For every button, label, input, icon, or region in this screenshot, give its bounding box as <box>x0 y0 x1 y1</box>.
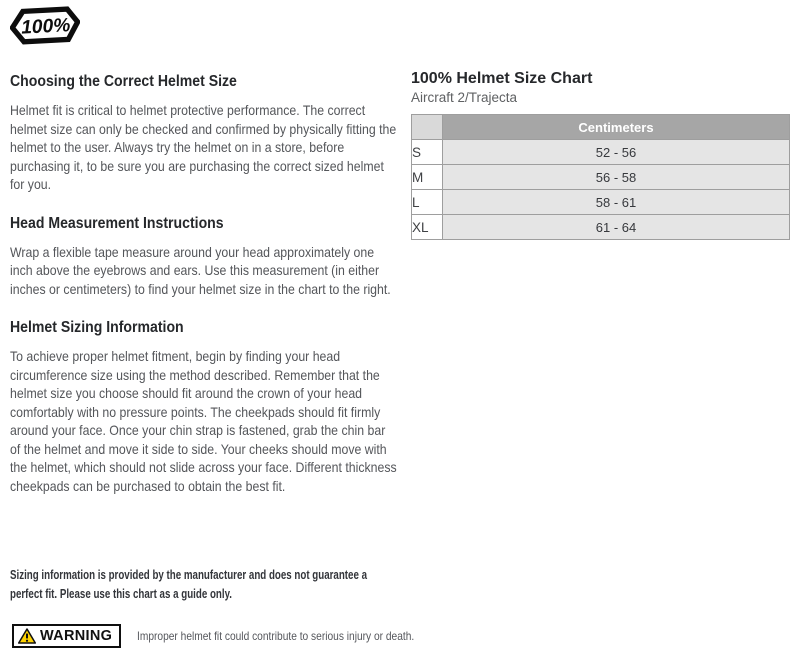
centimeters-cell: 52 - 56 <box>443 140 790 165</box>
warning-label: WARNING <box>40 628 113 644</box>
section-body: Helmet fit is critical to helmet protective performance. The correct helmet size can only be checked and confirmed by physically fitting the helmet to the user. Always try the helmet on in a store, before purchasing it, to be sure you are purchasing the correct sized helmet for you. <box>10 102 397 192</box>
size-chart-column <box>411 69 790 240</box>
size-cell: M <box>412 165 443 190</box>
warning-text: Improper helmet fit could contribute to serious injury or death. <box>137 629 415 643</box>
centimeters-cell: 56 - 58 <box>443 165 790 190</box>
section-heading: Choosing the Correct Helmet Size <box>10 73 237 90</box>
section-body: To achieve proper helmet fitment, begin by finding your head circumference size using the method described. Remember that the helmet size you choose should fit around the crown of your head comfortably with no pressure points. The cheekpads should fit firmly around your face. Once your chin strap is fastened, grab the chin bar of the helmet and move it side to side. Your cheeks should move with the helmet, which should not slide across your face. Different thickness cheekpads can be purchased to obtain the best fit. <box>10 348 397 494</box>
disclaimer-text: Sizing information is provided by the manufacturer and does not guarantee a perfect fit. Please use this chart as a guide only. <box>10 568 368 601</box>
logo-text: 100% <box>20 15 71 39</box>
section-sizing-information <box>10 318 397 495</box>
section-body: Wrap a flexible tape measure around your head approximately one inch above the eyebrows and ears. Use this measurement (in either inches or centimeters) to find your helmet size in the chart to the right. <box>10 243 391 297</box>
size-column-header <box>412 115 443 140</box>
size-cell: XL <box>412 215 443 240</box>
section-heading: Head Measurement Instructions <box>10 214 224 232</box>
size-chart-subtitle: Aircraft 2/Trajecta <box>411 90 518 105</box>
size-chart-table <box>411 114 790 240</box>
table-row <box>412 190 790 215</box>
size-cell: S <box>412 140 443 165</box>
section-head-measurement <box>10 214 397 299</box>
table-row <box>412 140 790 165</box>
centimeters-cell: 61 - 64 <box>443 215 790 240</box>
section-heading: Helmet Sizing Information <box>10 319 184 336</box>
warning-triangle-icon <box>18 628 36 644</box>
table-row <box>412 215 790 240</box>
warning-badge <box>12 624 121 648</box>
size-cell: L <box>412 190 443 215</box>
section-choosing-size <box>10 72 397 194</box>
centimeters-column-header: Centimeters <box>443 115 790 140</box>
size-chart-title: 100% Helmet Size Chart <box>411 70 593 87</box>
sizing-info-column <box>10 72 397 515</box>
table-header-row <box>412 115 790 140</box>
centimeters-cell: 58 - 61 <box>443 190 790 215</box>
logo-100percent-icon <box>10 5 80 47</box>
brand-logo-100percent <box>10 5 80 47</box>
warning-row <box>12 624 463 648</box>
table-row <box>412 165 790 190</box>
